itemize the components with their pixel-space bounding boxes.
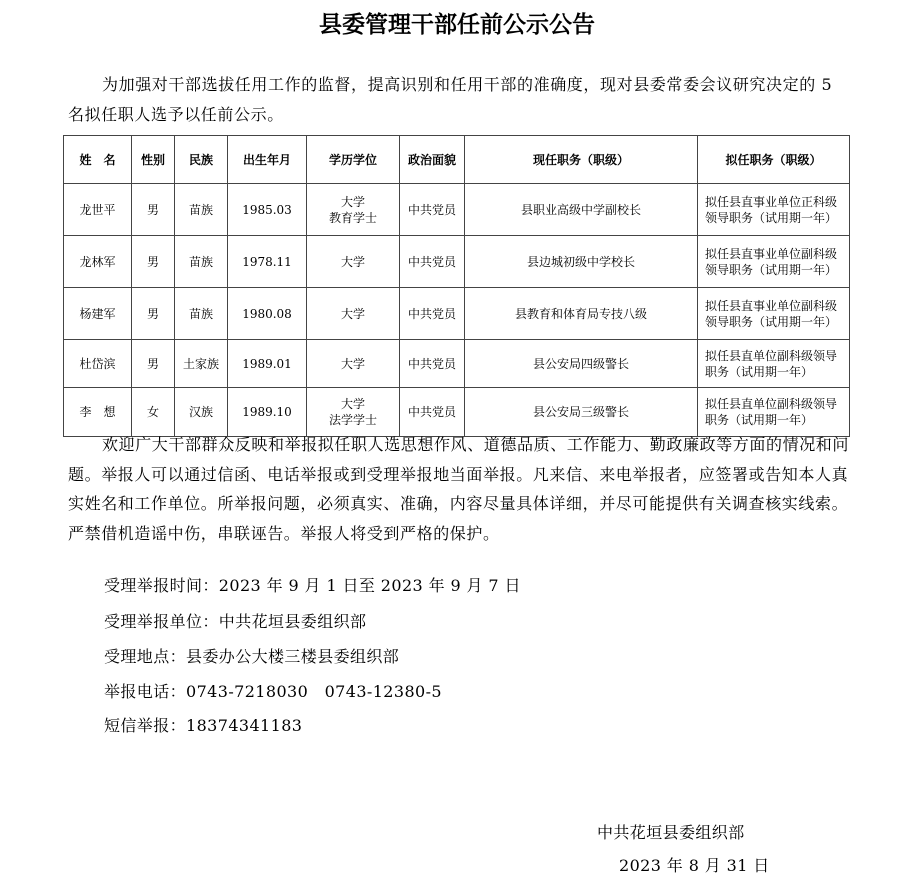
cell-birth: 1985.03	[228, 184, 307, 236]
cell-gender: 男	[132, 288, 175, 340]
cell-name: 杨建军	[64, 288, 132, 340]
cell-ethnicity: 苗族	[175, 288, 228, 340]
cell-education	[307, 288, 400, 340]
cell-birth: 1980.08	[228, 288, 307, 340]
cell-political: 中共党员	[400, 184, 465, 236]
cell-ethnicity: 苗族	[175, 236, 228, 288]
education-level: 大学	[340, 356, 365, 371]
cell-name: 李 想	[64, 388, 132, 437]
page-title: 县委管理干部任前公示公告	[319, 12, 595, 38]
cell-education	[307, 184, 400, 236]
cell-birth: 1978.11	[228, 236, 307, 288]
table-row	[64, 236, 850, 288]
cell-political: 中共党员	[400, 388, 465, 437]
cell-ethnicity: 苗族	[175, 184, 228, 236]
cell-proposed-post: 拟任县直单位副科级领导职务（试用期一年）	[698, 340, 850, 388]
report-instructions: 欢迎广大干部群众反映和举报拟任职人选思想作风、道德品质、工作能力、勤政廉政等方面的情况和问题。举报人可以通过信函、电话举报或到受理举报地当面举报。凡来信、来电举报者，应签署或告知本人真实姓名和工作单位。所举报问题，必须真实、准确，内容尽量具体详细，并尽可能提供有关调查核实线索。严禁借机造谣中伤，串联诬告。举报人将受到严格的保护。	[68, 435, 850, 543]
header-proposed-post: 拟任职务（职级）	[698, 136, 850, 184]
cell-gender: 女	[132, 388, 175, 437]
cell-name: 龙林军	[64, 236, 132, 288]
cell-ethnicity: 汉族	[175, 388, 228, 437]
cell-education	[307, 236, 400, 288]
cell-proposed-post: 拟任县直单位副科级领导职务（试用期一年）	[698, 388, 850, 437]
table-row	[64, 184, 850, 236]
signature-date: 2023 年 8 月 31 日	[619, 856, 770, 875]
cell-current-post: 县边城初级中学校长	[465, 236, 698, 288]
cell-gender: 男	[132, 340, 175, 388]
cell-political: 中共党员	[400, 288, 465, 340]
header-name: 姓 名	[64, 136, 132, 184]
education-level: 大学	[340, 254, 365, 269]
education-degree: 教育学士	[328, 210, 377, 225]
cell-name: 杜岱滨	[64, 340, 132, 388]
cell-gender: 男	[132, 184, 175, 236]
cell-proposed-post: 拟任县直事业单位副科级领导职务（试用期一年）	[698, 288, 850, 340]
report-sms: 短信举报：18374341183	[104, 716, 303, 735]
report-unit: 受理举报单位：中共花垣县委组织部	[104, 612, 367, 631]
report-place: 受理地点：县委办公大楼三楼县委组织部	[104, 647, 400, 666]
table-row	[64, 288, 850, 340]
cell-political: 中共党员	[400, 236, 465, 288]
cell-name: 龙世平	[64, 184, 132, 236]
header-ethnicity: 民族	[175, 136, 228, 184]
education-level: 大学	[340, 397, 365, 411]
cell-political: 中共党员	[400, 340, 465, 388]
report-phone: 举报电话：0743-7218030 0743-12380-5	[104, 682, 442, 701]
header-political: 政治面貌	[400, 136, 465, 184]
cell-current-post: 县教育和体育局专技八级	[465, 288, 698, 340]
education-degree: 法学学士	[328, 413, 377, 427]
cell-proposed-post: 拟任县直事业单位副科级领导职务（试用期一年）	[698, 236, 850, 288]
signature-org: 中共花垣县委组织部	[597, 823, 745, 842]
cell-gender: 男	[132, 236, 175, 288]
cell-birth: 1989.10	[228, 388, 307, 437]
header-birth: 出生年月	[228, 136, 307, 184]
header-current-post: 现任职务（职级）	[465, 136, 698, 184]
cell-birth: 1989.01	[228, 340, 307, 388]
cell-current-post: 县职业高级中学副校长	[465, 184, 698, 236]
candidate-table	[63, 135, 850, 437]
report-time: 受理举报时间：2023 年 9 月 1 日至 2023 年 9 月 7 日	[104, 576, 521, 595]
header-education: 学历学位	[307, 136, 400, 184]
table-row	[64, 340, 850, 388]
header-gender: 性别	[132, 136, 175, 184]
cell-education	[307, 340, 400, 388]
intro-paragraph: 为加强对干部选拔任用工作的监督，提高识别和任用干部的准确度，现对县委常委会议研究决定的 5 名拟任职人选予以任前公示。	[68, 75, 833, 124]
cell-ethnicity: 土家族	[175, 340, 228, 388]
cell-current-post: 县公安局四级警长	[465, 340, 698, 388]
cell-current-post: 县公安局三级警长	[465, 388, 698, 437]
education-level: 大学	[340, 194, 365, 209]
education-level: 大学	[340, 306, 365, 321]
table-header-row	[64, 136, 850, 184]
cell-proposed-post: 拟任县直事业单位正科级领导职务（试用期一年）	[698, 184, 850, 236]
